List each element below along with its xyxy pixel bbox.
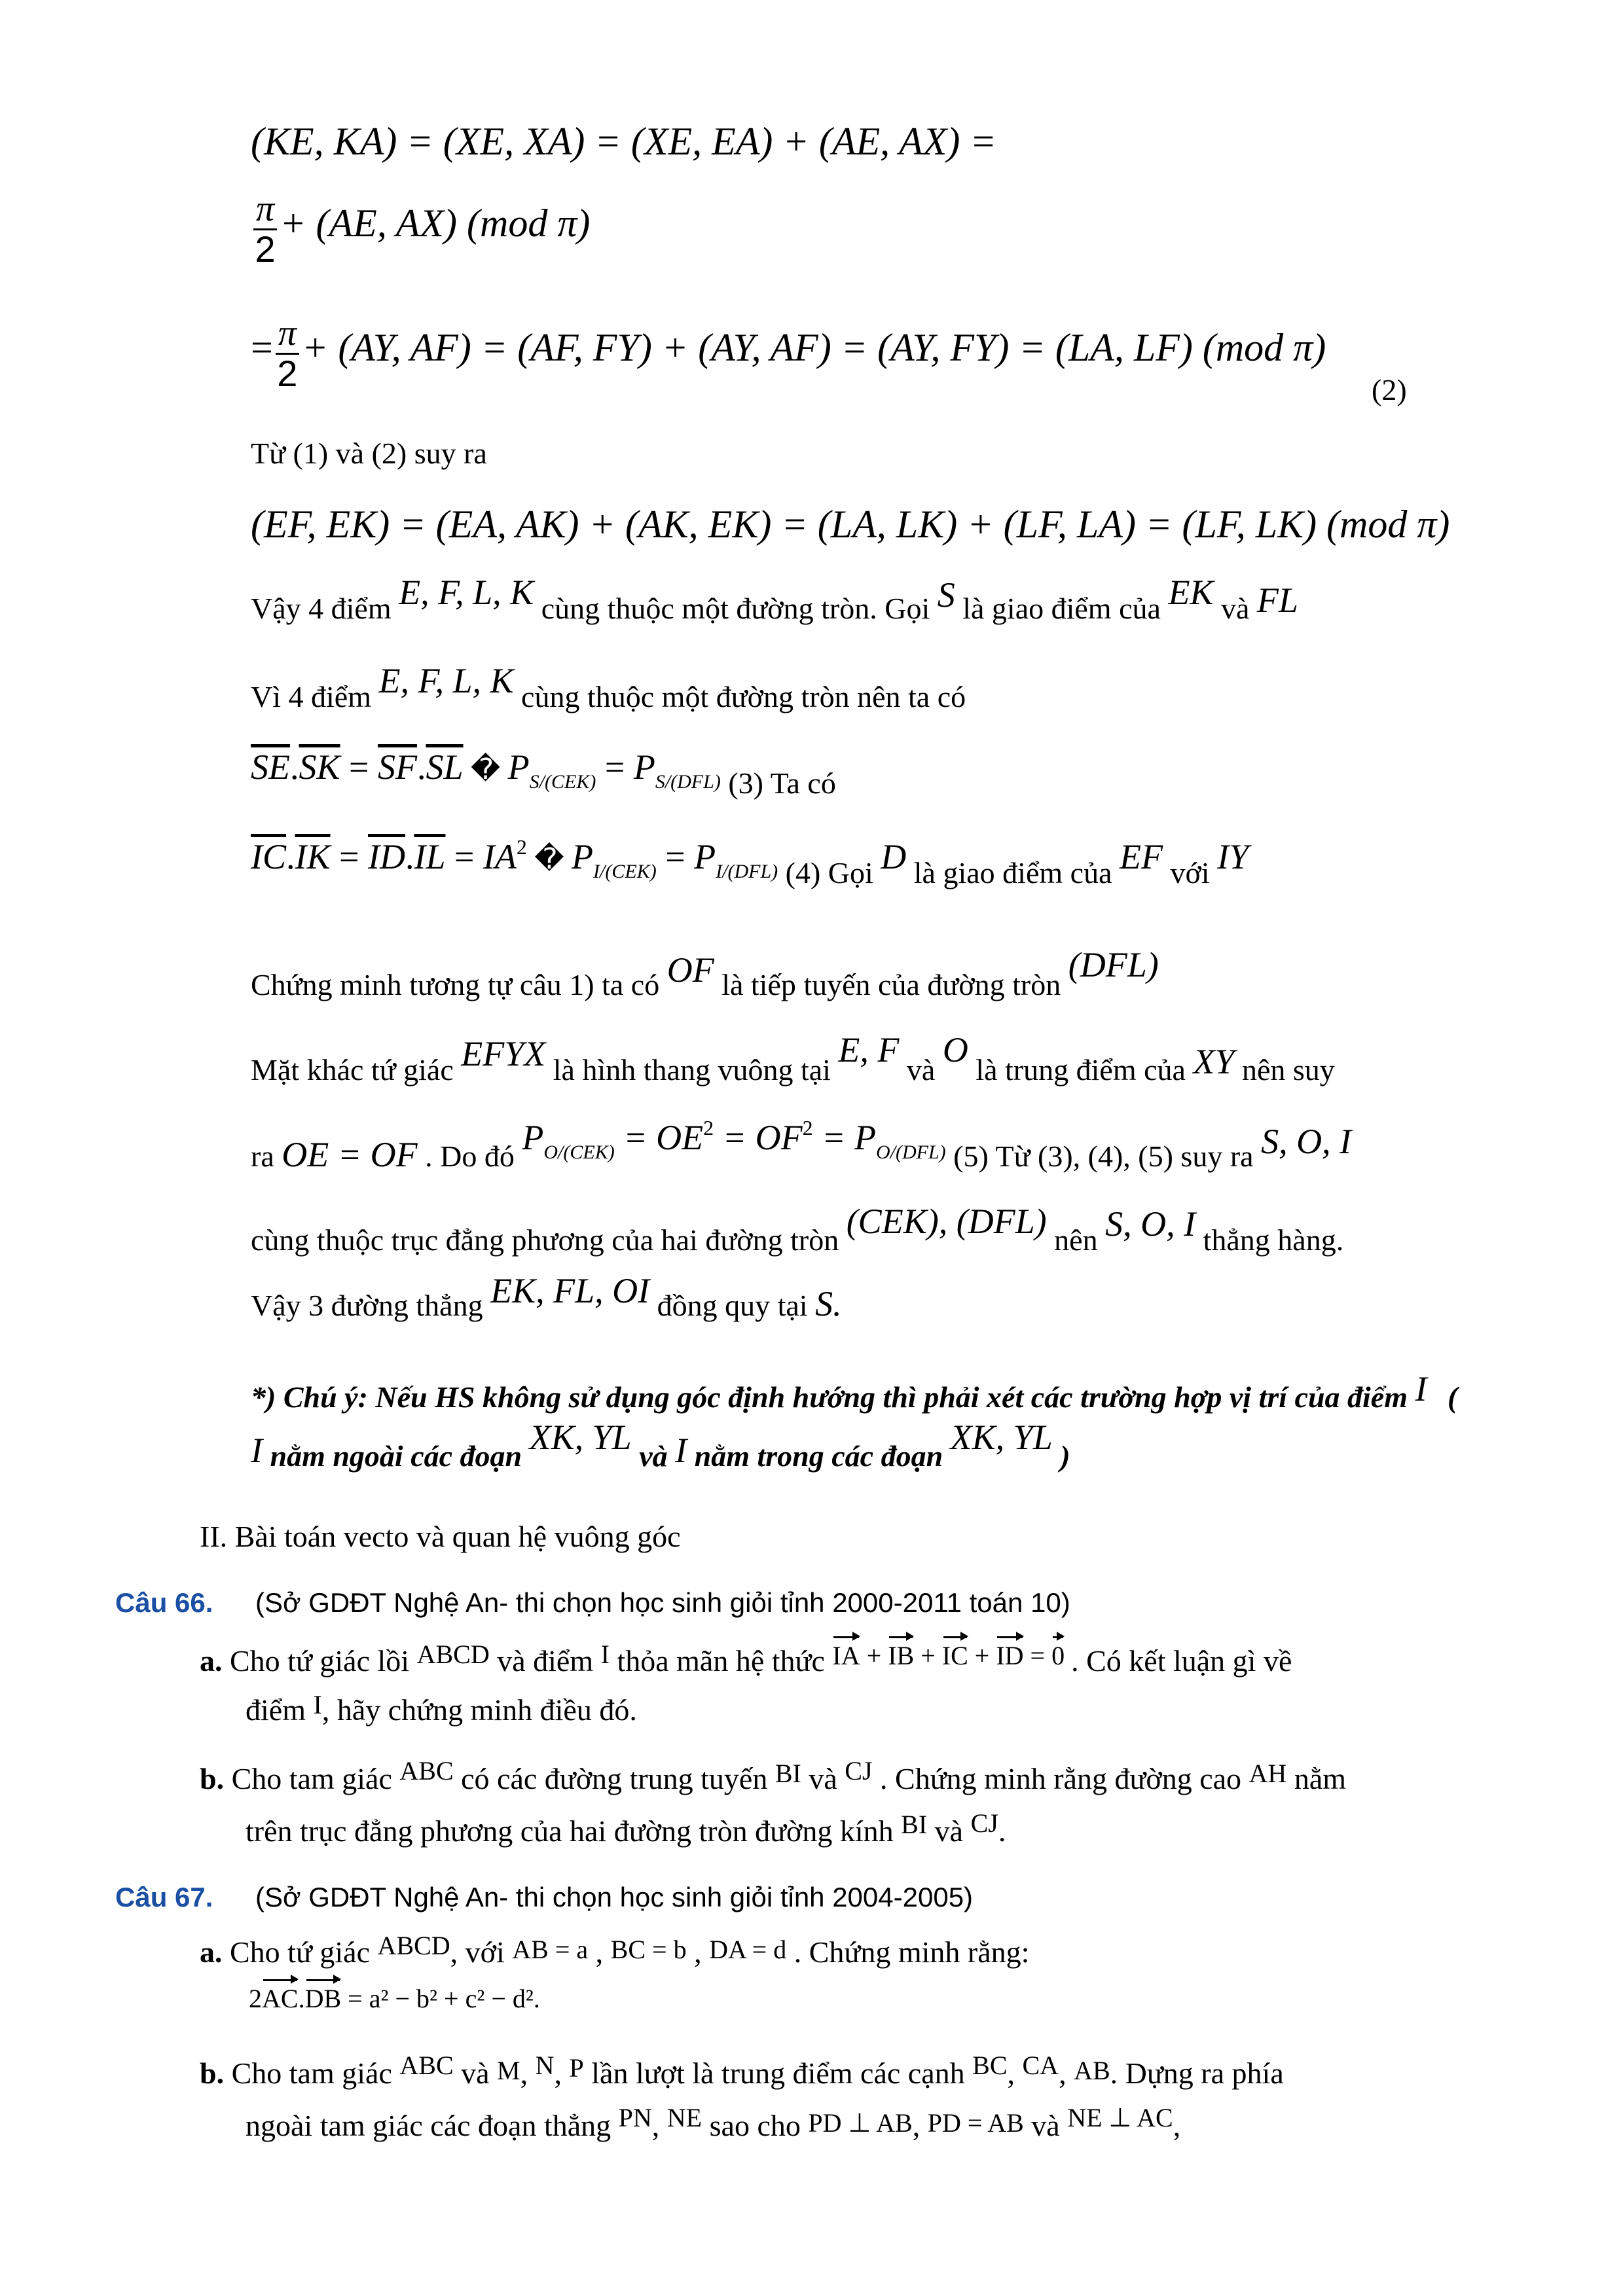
fraction: $\frac{\pi}{2}$ bbox=[276, 314, 299, 393]
vector: IC bbox=[941, 1641, 968, 1670]
note-line-1: *) Chú ý: Nếu HS không sử dụng góc định hướng thì phải xét các trường hợp vị trí của điểm I ( bbox=[251, 1369, 1458, 1414]
vector: 0 bbox=[1051, 1641, 1065, 1670]
proof-line-12: ra OE = OF . Do đó $P_{O/(CEK)} = OE^2 = OF^2 = P_{O/(DFL)}$ (5) Từ (3), (4), (5) suy ra S, O, I bbox=[251, 1116, 1352, 1174]
vector: IB bbox=[888, 1641, 915, 1670]
proof-line-9: $\overline{IC}.\overline{IK} = \overline{ID}.\overline{IL} = IA^2$ � $P_{I/(CEK)} = P_{I/(DFL)}$ (4) Gọi D là giao điểm của EF với IY bbox=[251, 835, 1249, 889]
question-67-source: (Sở GDĐT Nghệ An- thi chọn học sinh giỏi tỉnh 2004-2005) bbox=[255, 1882, 974, 1912]
question-67-label: Câu 67. bbox=[115, 1882, 213, 1912]
vector: AC bbox=[262, 1984, 299, 2013]
q66-part-a-line-1: a. Cho tứ giác lồi ABCD và điểm I thỏa mãn hệ thức IA + IB + IC + ID = 0 . Có kết luận gì về bbox=[200, 1640, 1292, 1677]
q67-part-b-line-2: ngoài tam giác các đoạn thẳng PN, NE sao cho PD ⊥ AB, PD = AB và NE ⊥ AC, bbox=[246, 2103, 1181, 2142]
q66-part-a-line-2: điểm I, hãy chứng minh điều đó. bbox=[246, 1690, 637, 1727]
question-66-label: Câu 66. bbox=[115, 1587, 213, 1618]
replacement-glyph: � bbox=[534, 842, 564, 876]
q67-part-a-line-1: a. Cho tứ giác ABCD, với AB = a , BC = b , DA = d . Chứng minh rằng: bbox=[200, 1931, 1030, 1969]
section-heading: II. Bài toán vecto và quan hệ vuông góc bbox=[200, 1520, 681, 1553]
vector: ID bbox=[996, 1641, 1024, 1670]
vector: DB bbox=[304, 1984, 342, 2013]
proof-line-2: $\frac{\pi}{2}$ + (AE, AX) (mod π) bbox=[251, 190, 590, 269]
proof-line-1: (KE, KA) = (XE, XA) = (XE, EA) + (AE, AX) = bbox=[251, 120, 996, 163]
proof-line-14: Vậy 3 đường thẳng EK, FL, OI đồng quy tại S. bbox=[251, 1271, 842, 1323]
proof-line-6: Vậy 4 điểm E, F, L, K cùng thuộc một đường tròn. Gọi S là giao điểm của EK và FL bbox=[251, 573, 1298, 625]
proof-line-13: cùng thuộc trục đẳng phương của hai đường tròn (CEK), (DFL) nên S, O, I thẳng hàng. bbox=[251, 1202, 1344, 1257]
proof-line-4: Từ (1) và (2) suy ra bbox=[251, 437, 487, 470]
note-line-2: I nằm ngoài các đoạn XK, YL và I nằm trong các đoạn XK, YL ) bbox=[251, 1418, 1070, 1473]
proof-line-7: Vì 4 điểm E, F, L, K cùng thuộc một đường tròn nên ta có bbox=[251, 661, 966, 713]
proof-line-3: = $\frac{\pi}{2}$ + (AY, AF) = (AF, FY) + (AY, AF) = (AY, FY) = (LA, LF) (mod π) bbox=[251, 313, 1326, 394]
fraction: $\frac{\pi}{2}$ bbox=[253, 190, 277, 269]
equation-tag-2: (2) bbox=[1372, 373, 1407, 406]
vector: IA bbox=[832, 1641, 860, 1670]
q67-formula: 2AC.DB = a² − b² + c² − d². bbox=[249, 1984, 540, 2013]
proof-line-10: Chứng minh tương tự câu 1) ta có OF là tiếp tuyến của đường tròn (DFL) bbox=[251, 945, 1159, 1001]
proof-line-8: $\overline{SE}.\overline{SK} = \overline{SF}.\overline{SL}$ � $P_{S/(CEK)} = P_{S/(DFL)}$ (3) Ta có bbox=[251, 747, 836, 800]
question-66-source: (Sở GDĐT Nghệ An- thi chọn học sinh giỏi tỉnh 2000-2011 toán 10) bbox=[255, 1587, 1070, 1618]
q66-part-b-line-1: b. Cho tam giác ABC có các đường trung tuyến BI và CJ . Chứng minh rằng đường cao AH nằm bbox=[200, 1756, 1347, 1795]
proof-line-11: Mặt khác tứ giác EFYX là hình thang vuông tại E, F và O là trung điểm của XY nên suy bbox=[251, 1030, 1335, 1086]
q67-part-b-line-1: b. Cho tam giác ABC và M, N, P lần lượt là trung điểm các cạnh BC, CA, AB. Dựng ra phía bbox=[200, 2051, 1284, 2090]
proof-line-5: (EF, EK) = (EA, AK) + (AK, EK) = (LA, LK) + (LF, LA) = (LF, LK) (mod π) bbox=[251, 503, 1450, 546]
replacement-glyph: � bbox=[471, 753, 501, 786]
q66-part-b-line-2: trên trục đẳng phương của hai đường tròn đường kính BI và CJ. bbox=[246, 1808, 1006, 1848]
